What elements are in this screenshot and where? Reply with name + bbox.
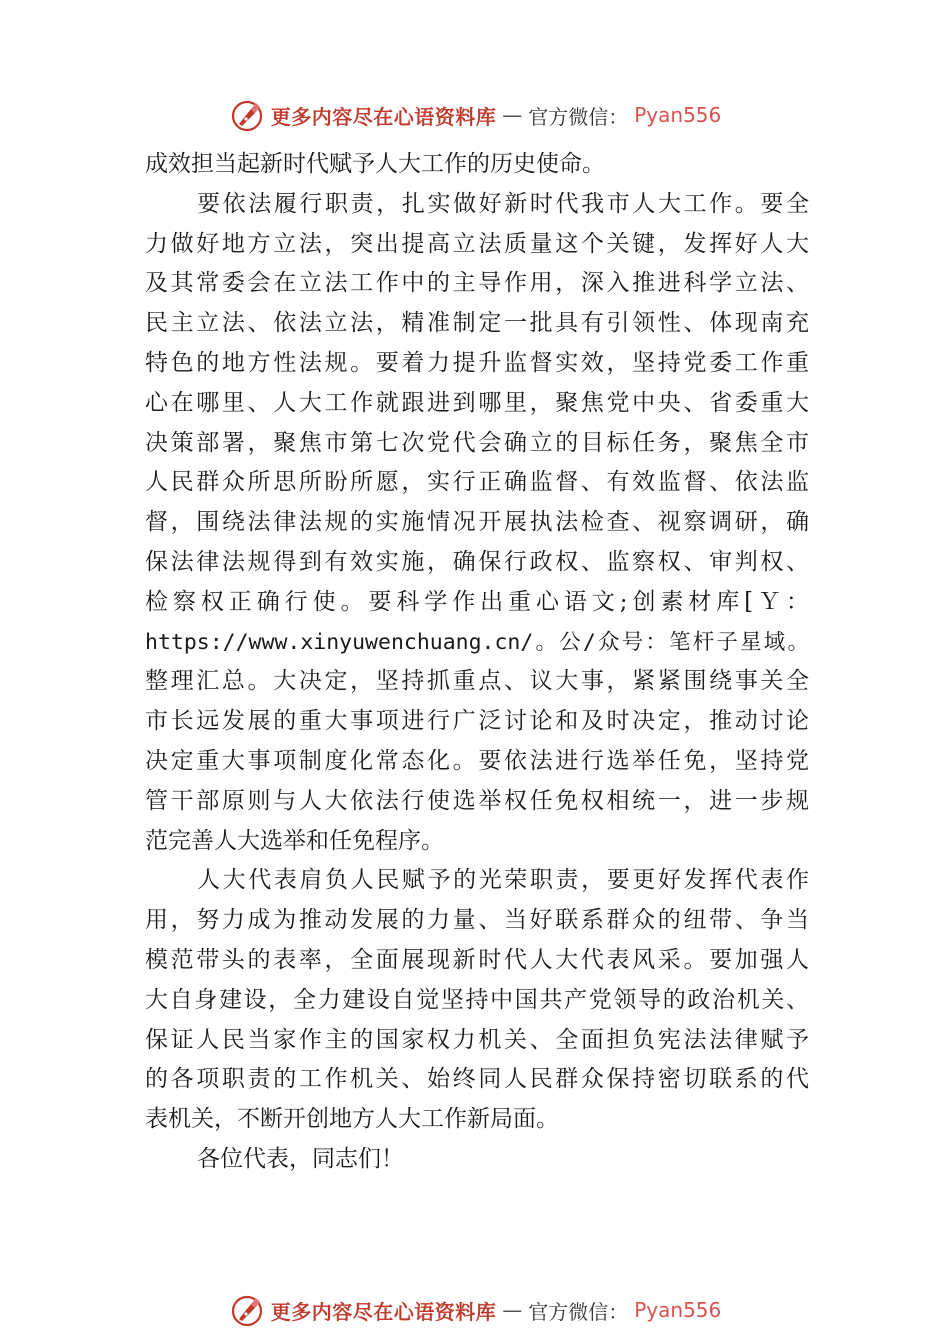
body-line: 及其常委会在立法工作中的主导作用，深入推进科学立法、 <box>145 270 809 297</box>
body-line: 表机关，不断开创地方人大工作新局面。 <box>145 1106 559 1133</box>
banner-wechat-label: 官方微信： <box>528 1299 629 1324</box>
body-line: 保证人民当家作主的国家权力机关、全面担负宪法法律赋予 <box>145 1026 809 1053</box>
document-body <box>145 145 809 1180</box>
body-line: 心在哪里、人大工作就跟进到哪里，聚焦党中央、省委重大 <box>145 389 809 416</box>
body-line: 模范带头的表率，全面展现新时代人大代表风采。要加强人 <box>145 946 809 973</box>
pen-nib-logo-icon <box>229 97 265 133</box>
banner-brand-text: 更多内容尽在心语资料库 <box>270 104 497 129</box>
footer-banner <box>0 1290 950 1330</box>
body-line: 用，努力成为推动发展的力量、当好联系群众的纽带、争当 <box>145 907 809 934</box>
body-line: 成效担当起新时代赋予人大工作的历史使命。 <box>145 151 605 177</box>
body-line: https://www.xinyuwenchuang.cn/。公/众号：笔杆子星域。 <box>145 629 809 655</box>
banner-wechat-id: Pyan556 <box>634 103 722 127</box>
body-line: 检察权正确行使。要科学作出重心语文;创素材库[Ｙ： <box>145 588 809 615</box>
banner-wechat-id: Pyan556 <box>634 1298 722 1322</box>
banner-dash: — <box>502 1298 523 1322</box>
body-line: 力做好地方立法，突出提高立法质量这个关键，发挥好人大 <box>145 230 809 257</box>
body-line: 管干部原则与人大依法行使选举权任免权相统一，进一步规 <box>145 787 809 814</box>
header-banner <box>0 95 950 135</box>
body-line: 市长远发展的重大事项进行广泛讨论和及时决定，推动讨论 <box>145 708 809 735</box>
banner-brand-text: 更多内容尽在心语资料库 <box>270 1299 497 1324</box>
body-line: 人大代表肩负人民赋予的光荣职责，要更好发挥代表作 <box>197 867 809 894</box>
body-line: 决策部署，聚焦市第七次党代会确立的目标任务，聚焦全市 <box>145 429 809 456</box>
body-line: 范完善人大选举和任免程序。 <box>145 827 444 854</box>
banner-dash: — <box>502 103 523 127</box>
body-line: 各位代表，同志们！ <box>197 1145 404 1172</box>
body-line: 保法律法规得到有效实施，确保行政权、监察权、审判权、 <box>145 548 809 575</box>
body-line: 要依法履行职责，扎实做好新时代我市人大工作。要全 <box>197 190 809 217</box>
body-line: 大自身建设，全力建设自觉坚持中国共产党领导的政治机关、 <box>145 986 809 1013</box>
body-line: 整理汇总。大决定，坚持抓重点、议大事，紧紧围绕事关全 <box>145 668 809 695</box>
body-line: 督，围绕法律法规的实施情况开展执法检查、视察调研，确 <box>145 509 809 536</box>
body-line: 的各项职责的工作机关、始终同人民群众保持密切联系的代 <box>145 1066 809 1093</box>
banner-wechat-label: 官方微信： <box>528 104 629 129</box>
body-line: 人民群众所思所盼所愿，实行正确监督、有效监督、依法监 <box>145 469 809 496</box>
pen-nib-logo-icon <box>229 1292 265 1328</box>
body-line: 民主立法、依法立法，精准制定一批具有引领性、体现南充 <box>145 310 809 337</box>
body-line: 决定重大事项制度化常态化。要依法进行选举任免，坚持党 <box>145 747 809 774</box>
body-line: 特色的地方性法规。要着力提升监督实效，坚持党委工作重 <box>145 349 809 376</box>
